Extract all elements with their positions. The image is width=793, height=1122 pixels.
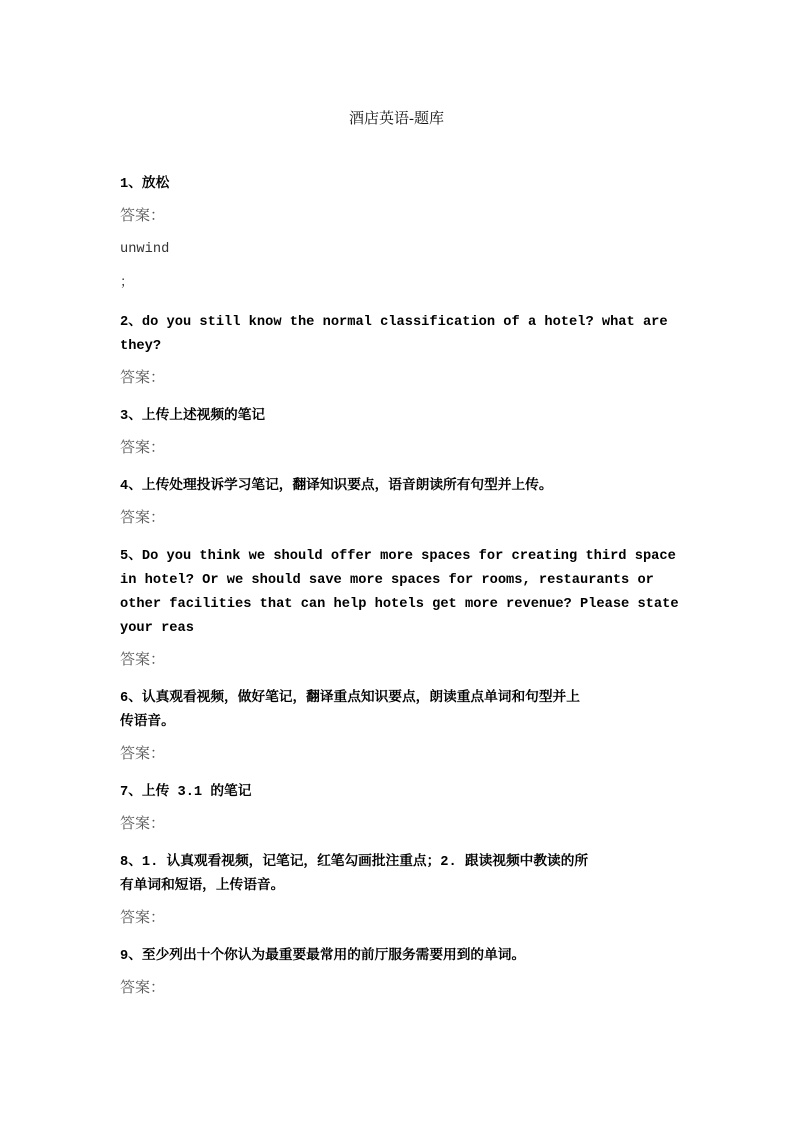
document-title: 酒店英语-题库 bbox=[349, 111, 444, 127]
question-6 bbox=[120, 687, 740, 735]
answer-text: unwind bbox=[120, 242, 170, 257]
question-text: 2、do you still know the normal classification of a hotel? what are bbox=[120, 315, 668, 330]
question-text: 传语音。 bbox=[120, 715, 175, 730]
question-8 bbox=[120, 851, 740, 899]
question-list bbox=[0, 130, 740, 1000]
question-text: your reas bbox=[120, 621, 194, 636]
question-9 bbox=[120, 945, 740, 969]
question-text: 3、上传上述视频的笔记 bbox=[120, 409, 266, 424]
question-text: 8、1. 认真观看视频，记笔记，红笔勾画批注重点；2. 跟读视频中教读的所 bbox=[120, 855, 589, 870]
answer-label: 答案： bbox=[120, 370, 166, 386]
question-4 bbox=[120, 475, 740, 499]
question-2 bbox=[120, 311, 740, 359]
question-text: 1、放松 bbox=[120, 177, 170, 192]
question-text: in hotel? Or we should save more spaces for rooms, restaurants or bbox=[120, 573, 654, 588]
question-text: 7、上传 3.1 的笔记 bbox=[120, 785, 252, 800]
question-5 bbox=[120, 545, 740, 641]
question-text: 6、认真观看视频，做好笔记，翻译重点知识要点，朗读重点单词和句型并上 bbox=[120, 691, 580, 706]
answer-label: 答案： bbox=[120, 652, 166, 668]
question-text: they? bbox=[120, 339, 162, 354]
answer-label: 答案： bbox=[120, 910, 166, 926]
question-text: 有单词和短语，上传语音。 bbox=[120, 879, 285, 894]
answer-text: ； bbox=[120, 276, 134, 291]
question-text: 5、Do you think we should offer more spaces for creating third space bbox=[120, 549, 676, 564]
question-1 bbox=[120, 173, 740, 197]
question-text: other facilities that can help hotels get more revenue? Please state bbox=[120, 597, 679, 612]
answer-label: 答案： bbox=[120, 208, 166, 224]
question-text: 9、至少列出十个你认为最重要最常用的前厅服务需要用到的单词。 bbox=[120, 949, 526, 964]
answer-label: 答案： bbox=[120, 746, 166, 762]
question-3 bbox=[120, 405, 740, 429]
question-text: 4、上传处理投诉学习笔记，翻译知识要点，语音朗读所有句型并上传。 bbox=[120, 479, 553, 494]
answer-label: 答案： bbox=[120, 510, 166, 526]
question-7 bbox=[120, 781, 740, 805]
answer-label: 答案： bbox=[120, 816, 166, 832]
answer-label: 答案： bbox=[120, 440, 166, 456]
answer-label: 答案： bbox=[120, 980, 166, 996]
